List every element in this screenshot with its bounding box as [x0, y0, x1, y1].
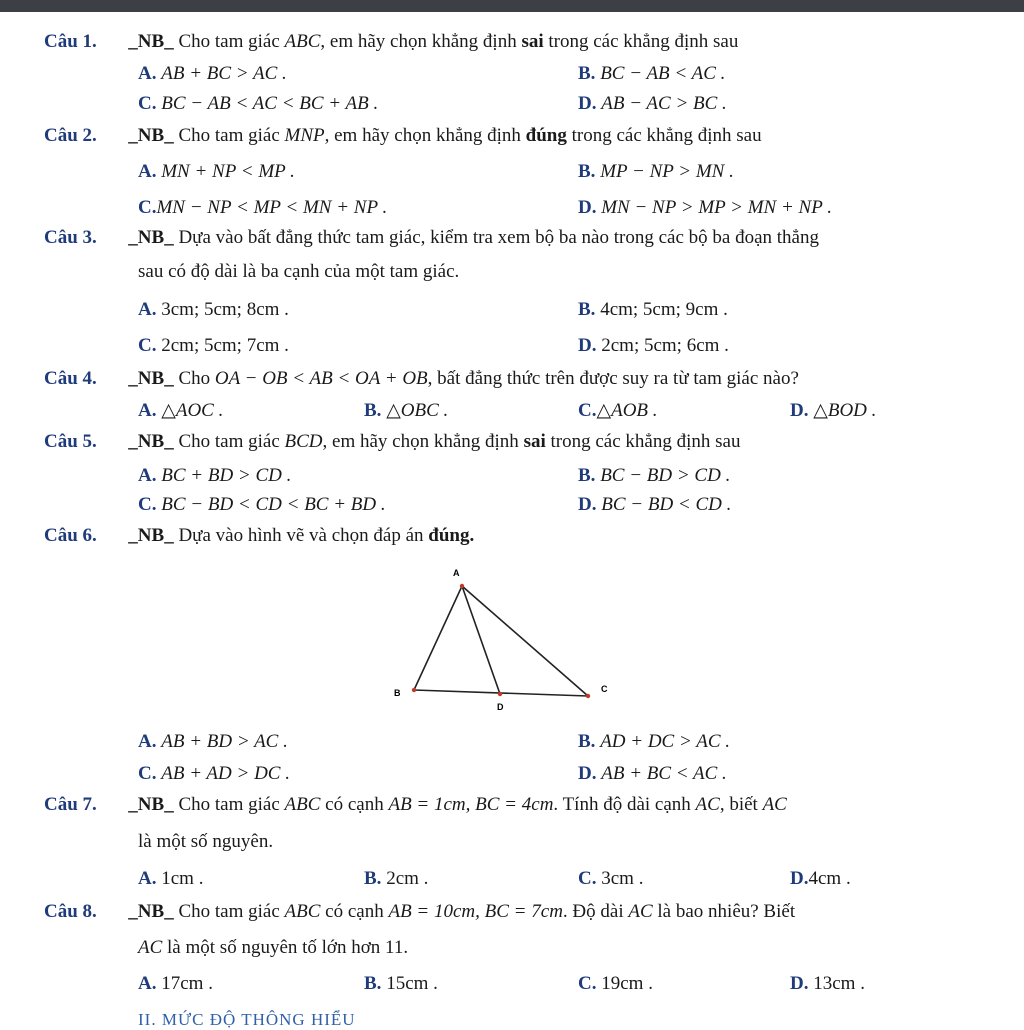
- level-tag: _NB_: [128, 227, 174, 248]
- stem-text: trong các khẳng định sau: [543, 31, 739, 52]
- math-expr: BCD: [284, 431, 323, 452]
- option-text: AB + BC > AC .: [161, 63, 287, 84]
- question-3-stem: [44, 226, 819, 250]
- option-letter: C.: [138, 494, 157, 515]
- option-c[interactable]: [578, 867, 643, 891]
- math-expr: ABC: [284, 901, 321, 922]
- question-7-stem-line2: là một số nguyên.: [138, 831, 274, 852]
- stem-text: Cho tam giác: [173, 901, 285, 922]
- option-letter: B.: [364, 973, 382, 994]
- question-8-stem-line2: [138, 936, 408, 960]
- option-d[interactable]: [790, 867, 851, 891]
- question-number: Câu 3.: [44, 227, 97, 248]
- option-text: 3cm .: [601, 868, 644, 889]
- option-text: BC − BD < CD .: [601, 494, 732, 515]
- option-b[interactable]: [578, 62, 725, 86]
- option-c[interactable]: [138, 493, 386, 517]
- level-tag: _NB_: [128, 794, 174, 815]
- option-text: △AOB .: [596, 400, 658, 421]
- option-text: BC + BD > CD .: [161, 465, 292, 486]
- option-b[interactable]: [364, 867, 428, 891]
- stem-text: , em hãy chọn khẳng định: [324, 125, 526, 146]
- option-letter: D.: [790, 973, 809, 994]
- option-letter: D.: [578, 494, 597, 515]
- document-page: [0, 12, 1024, 1029]
- option-b[interactable]: [364, 972, 438, 996]
- point-a-marker: [460, 584, 464, 588]
- stem-text: . Độ dài: [562, 901, 629, 922]
- option-c[interactable]: [578, 399, 658, 423]
- stem-text: , bất đẳng thức trên được suy ra từ tam giác nào?: [427, 368, 799, 389]
- option-c[interactable]: [138, 196, 387, 220]
- option-letter: D.: [790, 868, 809, 889]
- question-number: Câu 2.: [44, 125, 97, 146]
- question-number: Câu 6.: [44, 525, 97, 546]
- option-letter: D.: [578, 93, 597, 114]
- question-1-stem: [44, 30, 738, 54]
- option-c[interactable]: [138, 92, 378, 116]
- option-letter: A.: [138, 731, 157, 752]
- math-expr: AC: [762, 794, 787, 815]
- option-letter: C.: [578, 868, 597, 889]
- stem-text: có cạnh: [320, 794, 389, 815]
- emphasis-text: đúng: [525, 125, 567, 146]
- point-c-label: C: [601, 684, 608, 694]
- option-text: BC − AB < AC < BC + AB .: [161, 93, 379, 114]
- stem-text: Dựa vào hình vẽ và chọn đáp án: [173, 525, 429, 546]
- option-d[interactable]: [578, 334, 729, 358]
- option-a[interactable]: [138, 972, 213, 996]
- emphasis-text: sai: [523, 431, 546, 452]
- question-8-stem: [44, 900, 795, 924]
- question-number: Câu 1.: [44, 31, 97, 52]
- option-text: AB + BD > AC .: [161, 731, 288, 752]
- stem-text: có cạnh: [320, 901, 389, 922]
- option-c[interactable]: [138, 334, 289, 358]
- stem-text: trong các khẳng định sau: [566, 125, 762, 146]
- option-letter: B.: [364, 400, 382, 421]
- stem-text: là một số nguyên tố lớn hơn 11.: [162, 937, 409, 958]
- question-7-stem: [44, 793, 787, 817]
- option-letter: A.: [138, 63, 157, 84]
- level-tag: _NB_: [128, 125, 174, 146]
- option-text: 2cm; 5cm; 6cm .: [601, 335, 729, 356]
- stem-text: , em hãy chọn khẳng định: [320, 31, 522, 52]
- stem-text: . Tính độ dài cạnh: [553, 794, 696, 815]
- math-expr: AC: [695, 794, 720, 815]
- section-heading: II. MỨC ĐỘ THÔNG HIỂU: [138, 1010, 356, 1029]
- option-text: 4cm; 5cm; 9cm .: [600, 299, 728, 320]
- option-text: 2cm; 5cm; 7cm .: [161, 335, 289, 356]
- option-letter: D.: [578, 197, 597, 218]
- option-text: 19cm .: [601, 973, 653, 994]
- level-tag: _NB_: [128, 31, 174, 52]
- option-text: 15cm .: [386, 973, 438, 994]
- question-4-stem: [44, 367, 799, 391]
- option-text: MN − NP > MP > MN + NP .: [601, 197, 832, 218]
- stem-text: Cho tam giác: [173, 431, 285, 452]
- question-5-stem: [44, 430, 740, 454]
- question-number: Câu 8.: [44, 901, 97, 922]
- option-d[interactable]: [578, 92, 727, 116]
- option-text: BC − BD > CD .: [600, 465, 731, 486]
- option-text: 17cm .: [161, 973, 213, 994]
- option-text: BC − AB < AC .: [600, 63, 726, 84]
- point-d-marker: [498, 692, 502, 696]
- triangle-figure: [380, 562, 620, 712]
- option-letter: B.: [578, 299, 596, 320]
- question-number: Câu 4.: [44, 368, 97, 389]
- option-letter: B.: [578, 63, 596, 84]
- option-letter: B.: [364, 868, 382, 889]
- math-expr: AC: [628, 901, 653, 922]
- option-letter: D.: [578, 335, 597, 356]
- option-text: 13cm .: [813, 973, 865, 994]
- emphasis-text: sai: [521, 31, 544, 52]
- option-text: 4cm .: [808, 868, 851, 889]
- option-a[interactable]: [138, 867, 203, 891]
- top-toolbar: [0, 0, 1024, 12]
- math-expr: AB = 1cm, BC = 4cm: [388, 794, 554, 815]
- option-b[interactable]: [578, 298, 728, 322]
- option-letter: B.: [578, 465, 596, 486]
- point-b-marker: [412, 688, 416, 692]
- question-3-stem-line2: sau có độ dài là ba cạnh của một tam giác.: [138, 261, 460, 282]
- math-expr: AB = 10cm, BC = 7cm: [388, 901, 563, 922]
- option-d[interactable]: [578, 762, 727, 786]
- option-a[interactable]: [138, 399, 223, 423]
- stem-text: , biết: [719, 794, 763, 815]
- option-letter: A.: [138, 465, 157, 486]
- math-expr: AC: [138, 937, 163, 958]
- point-b-label: B: [394, 688, 401, 698]
- stem-text: , em hãy chọn khẳng định: [322, 431, 524, 452]
- point-d-label: D: [497, 702, 504, 712]
- option-text: △BOD .: [813, 400, 877, 421]
- stem-text: Cho tam giác: [173, 794, 285, 815]
- option-text: 1cm .: [161, 868, 204, 889]
- level-tag: _NB_: [128, 525, 174, 546]
- option-letter: C.: [138, 763, 157, 784]
- math-expr: ABC: [284, 31, 321, 52]
- point-a-label: A: [453, 568, 460, 578]
- stem-text: Cho tam giác: [173, 125, 285, 146]
- option-letter: C.: [138, 335, 157, 356]
- question-6-stem: [44, 524, 474, 548]
- option-text: BC − BD < CD < BC + BD .: [161, 494, 386, 515]
- option-text: AB + AD > DC .: [161, 763, 290, 784]
- option-a[interactable]: [138, 298, 289, 322]
- option-letter: D.: [578, 763, 597, 784]
- option-letter: A.: [138, 973, 157, 994]
- option-letter: C.: [578, 400, 597, 421]
- option-text: △AOC .: [161, 400, 224, 421]
- option-letter: A.: [138, 299, 157, 320]
- option-c[interactable]: [138, 762, 290, 786]
- option-b[interactable]: [578, 160, 734, 184]
- option-text: △OBC .: [386, 400, 449, 421]
- stem-text: Dựa vào bất đẳng thức tam giác, kiểm tra xem bộ ba nào trong các bộ ba đoạn thẳng: [173, 227, 819, 248]
- question-number: Câu 7.: [44, 794, 97, 815]
- option-a[interactable]: [138, 464, 291, 488]
- option-b[interactable]: [578, 730, 730, 754]
- option-text: AB − AC > BC .: [601, 93, 727, 114]
- option-letter: C.: [138, 197, 157, 218]
- point-c-marker: [586, 694, 590, 698]
- stem-text: trong các khẳng định sau: [545, 431, 741, 452]
- option-text: MP − NP > MN .: [600, 161, 734, 182]
- stem-text: Cho tam giác: [173, 31, 285, 52]
- option-text: 3cm; 5cm; 8cm .: [161, 299, 289, 320]
- option-letter: D.: [790, 400, 809, 421]
- emphasis-text: đúng.: [428, 525, 475, 546]
- option-text: 2cm .: [386, 868, 429, 889]
- option-d[interactable]: [578, 493, 731, 517]
- level-tag: _NB_: [128, 368, 174, 389]
- math-expr: MNP: [284, 125, 325, 146]
- question-2-stem: [44, 124, 762, 148]
- option-d[interactable]: [578, 196, 832, 220]
- option-d[interactable]: [790, 972, 865, 996]
- option-b[interactable]: [578, 464, 730, 488]
- option-text: MN − NP < MP < MN + NP .: [156, 197, 388, 218]
- option-letter: B.: [578, 161, 596, 182]
- option-letter: B.: [578, 731, 596, 752]
- segment-ab: [414, 586, 462, 690]
- math-expr: OA − OB < AB < OA + OB: [214, 368, 428, 389]
- option-letter: A.: [138, 161, 157, 182]
- stem-text: là bao nhiêu? Biết: [652, 901, 796, 922]
- option-a[interactable]: [138, 62, 287, 86]
- option-a[interactable]: [138, 730, 288, 754]
- option-text: AB + BC < AC .: [601, 763, 727, 784]
- stem-text: Cho: [173, 368, 215, 389]
- level-tag: _NB_: [128, 431, 174, 452]
- option-text: AD + DC > AC .: [600, 731, 730, 752]
- option-d[interactable]: [790, 399, 876, 423]
- option-b[interactable]: [364, 399, 448, 423]
- option-text: MN + NP < MP .: [161, 161, 295, 182]
- option-letter: A.: [138, 868, 157, 889]
- option-letter: C.: [138, 93, 157, 114]
- level-tag: _NB_: [128, 901, 174, 922]
- math-expr: ABC: [284, 794, 321, 815]
- option-c[interactable]: [578, 972, 653, 996]
- option-a[interactable]: [138, 160, 295, 184]
- question-number: Câu 5.: [44, 431, 97, 452]
- option-letter: C.: [578, 973, 597, 994]
- option-letter: A.: [138, 400, 157, 421]
